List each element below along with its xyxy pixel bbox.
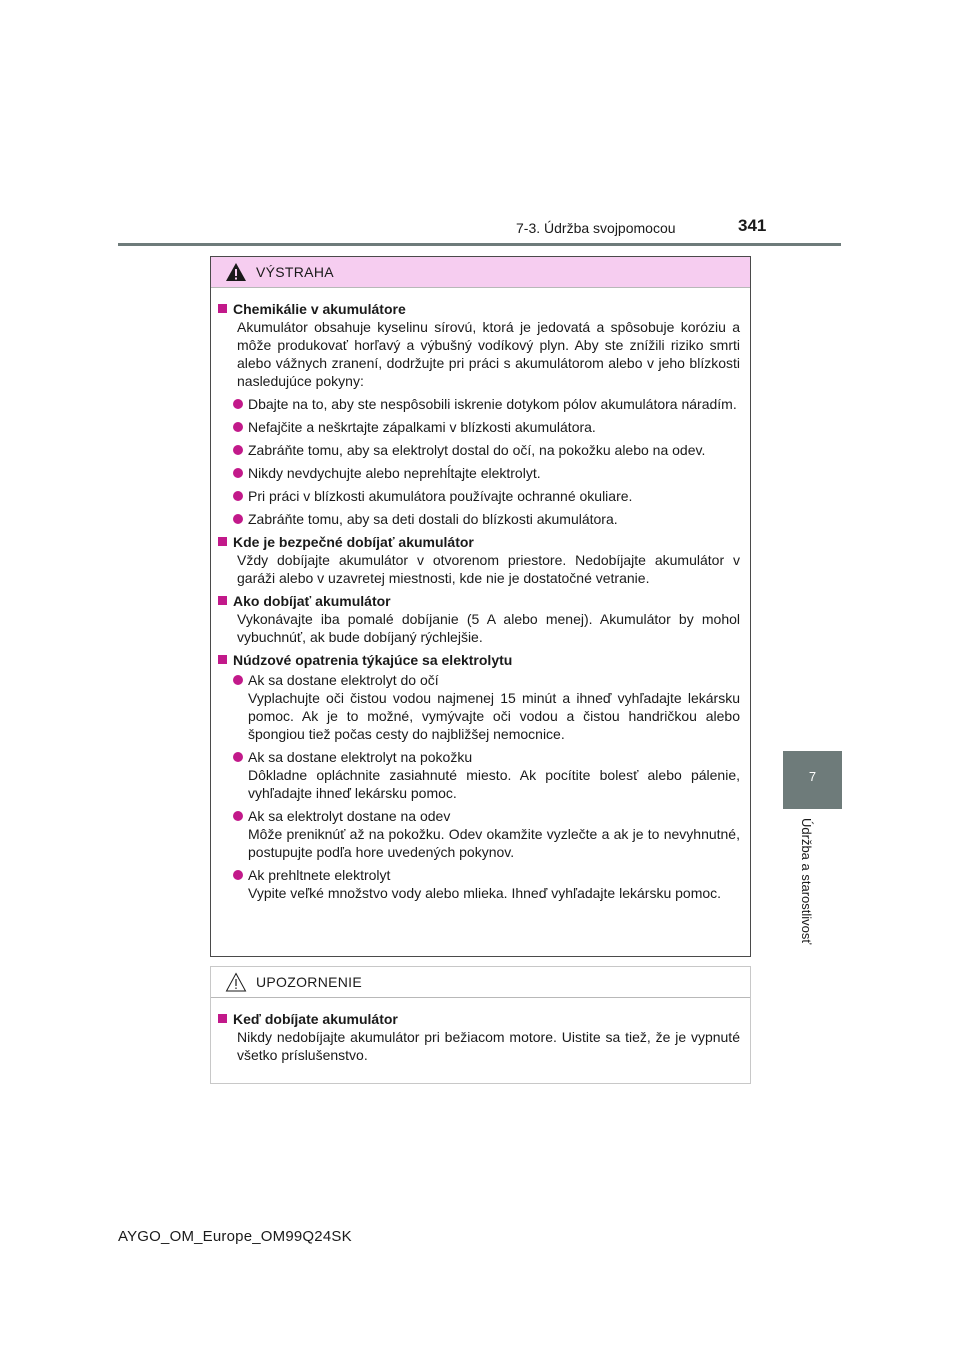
caution-title: UPOZORNENIE xyxy=(256,974,362,990)
list-item: Ak sa elektrolyt dostane na odev Môže preniknúť až na pokožku. Odev okamžite vyzlečte a ak je to nevyhnutné, postupujte podľa hore uvedených pokynov. xyxy=(233,807,740,861)
circle-bullet-icon xyxy=(233,870,243,880)
caution-body xyxy=(211,998,750,1064)
section-text: Vykonávajte iba pomalé dobíjanie (5 A alebo menej). Akumulátor by mohol vybuchnúť, ak bude dobíjaný rýchlejšie. xyxy=(237,611,740,645)
square-bullet-icon xyxy=(218,596,227,605)
section-text: Nikdy nedobíjajte akumulátor pri bežiacom motore. Uistite sa tiež, že je vypnuté všetko príslušenstvo. xyxy=(237,1029,740,1063)
circle-bullet-icon xyxy=(233,468,243,478)
list-item: Pri práci v blízkosti akumulátora používajte ochranné okuliare. xyxy=(233,487,740,505)
section-title: 7-3. Údržba svojpomocou xyxy=(516,220,676,236)
section-text: Akumulátor obsahuje kyselinu sírovú, ktorá je jedovatá a spôsobuje koróziu a môže produkovať horľavý a výbušný vodíkový plyn. Aby ste znížili riziko smrti alebo vážnych zranení, dodržujte pri práci s akumulátorom alebo v jeho blízkosti nasledujúce pokyny: xyxy=(237,319,740,389)
circle-bullet-icon xyxy=(233,399,243,409)
document-id: AYGO_OM_Europe_OM99Q24SK xyxy=(118,1228,352,1245)
list-item: Dbajte na to, aby ste nespôsobili iskrenie dotykom pólov akumulátora náradím. xyxy=(233,395,740,413)
warning-triangle-icon xyxy=(225,262,247,282)
square-bullet-icon xyxy=(218,537,227,546)
circle-bullet-icon xyxy=(233,445,243,455)
warning-title: VÝSTRAHA xyxy=(256,264,334,280)
warning-header xyxy=(211,257,750,288)
circle-bullet-icon xyxy=(233,752,243,762)
warning-body xyxy=(211,288,750,902)
section-heading: Keď dobíjate akumulátor xyxy=(218,1010,740,1028)
circle-bullet-icon xyxy=(233,422,243,432)
list-item: Ak sa dostane elektrolyt do očí Vyplachujte oči čistou vodou najmenej 15 minút a ihneď vyhľadajte lekársku pomoc. Ak je to možné, vymývajte oči vodou a čistou handričkou alebo špongiou tiež počas cesty do najbližšej nemocnice. xyxy=(233,671,740,743)
section-heading: Núdzové opatrenia týkajúce sa elektrolytu xyxy=(218,651,740,669)
square-bullet-icon xyxy=(218,1014,227,1023)
list-item: Zabráňte tomu, aby sa deti dostali do blízkosti akumulátora. xyxy=(233,510,740,528)
list-item: Nefajčite a neškrtajte zápalkami v blízkosti akumulátora. xyxy=(233,418,740,436)
circle-bullet-icon xyxy=(233,675,243,685)
section-heading: Kde je bezpečné dobíjať akumulátor xyxy=(218,533,740,551)
section-heading: Chemikálie v akumulátore xyxy=(218,300,740,318)
chapter-label: Údržba a starostlivosť xyxy=(799,818,814,945)
square-bullet-icon xyxy=(218,655,227,664)
list-item: Zabráňte tomu, aby sa elektrolyt dostal do očí, na pokožku alebo na odev. xyxy=(233,441,740,459)
list-item: Ak sa dostane elektrolyt na pokožku Dôkladne opláchnite zasiahnuté miesto. Ak pocítite bolesť alebo pálenie, vyhľadajte ihneď lekársku pomoc. xyxy=(233,748,740,802)
list-item: Nikdy nevdychujte alebo neprehĺtajte elektrolyt. xyxy=(233,464,740,482)
circle-bullet-icon xyxy=(233,811,243,821)
circle-bullet-icon xyxy=(233,491,243,501)
page-number: 341 xyxy=(738,216,767,235)
section-heading: Ako dobíjať akumulátor xyxy=(218,592,740,610)
header-divider xyxy=(118,243,841,246)
section-text: Vždy dobíjajte akumulátor v otvorenom priestore. Nedobíjajte akumulátor v garáži alebo v uzavretej miestnosti, kde nie je dostatočné vetranie. xyxy=(237,552,740,586)
caution-header xyxy=(211,967,750,998)
warning-box xyxy=(210,256,751,957)
chapter-tab: 7 xyxy=(783,751,842,809)
circle-bullet-icon xyxy=(233,514,243,524)
caution-triangle-icon xyxy=(225,972,247,992)
caution-box xyxy=(210,966,751,1084)
list-item: Ak prehltnete elektrolyt Vypite veľké množstvo vody alebo mlieka. Ihneď vyhľadajte lekársku pomoc. xyxy=(233,866,740,902)
square-bullet-icon xyxy=(218,304,227,313)
